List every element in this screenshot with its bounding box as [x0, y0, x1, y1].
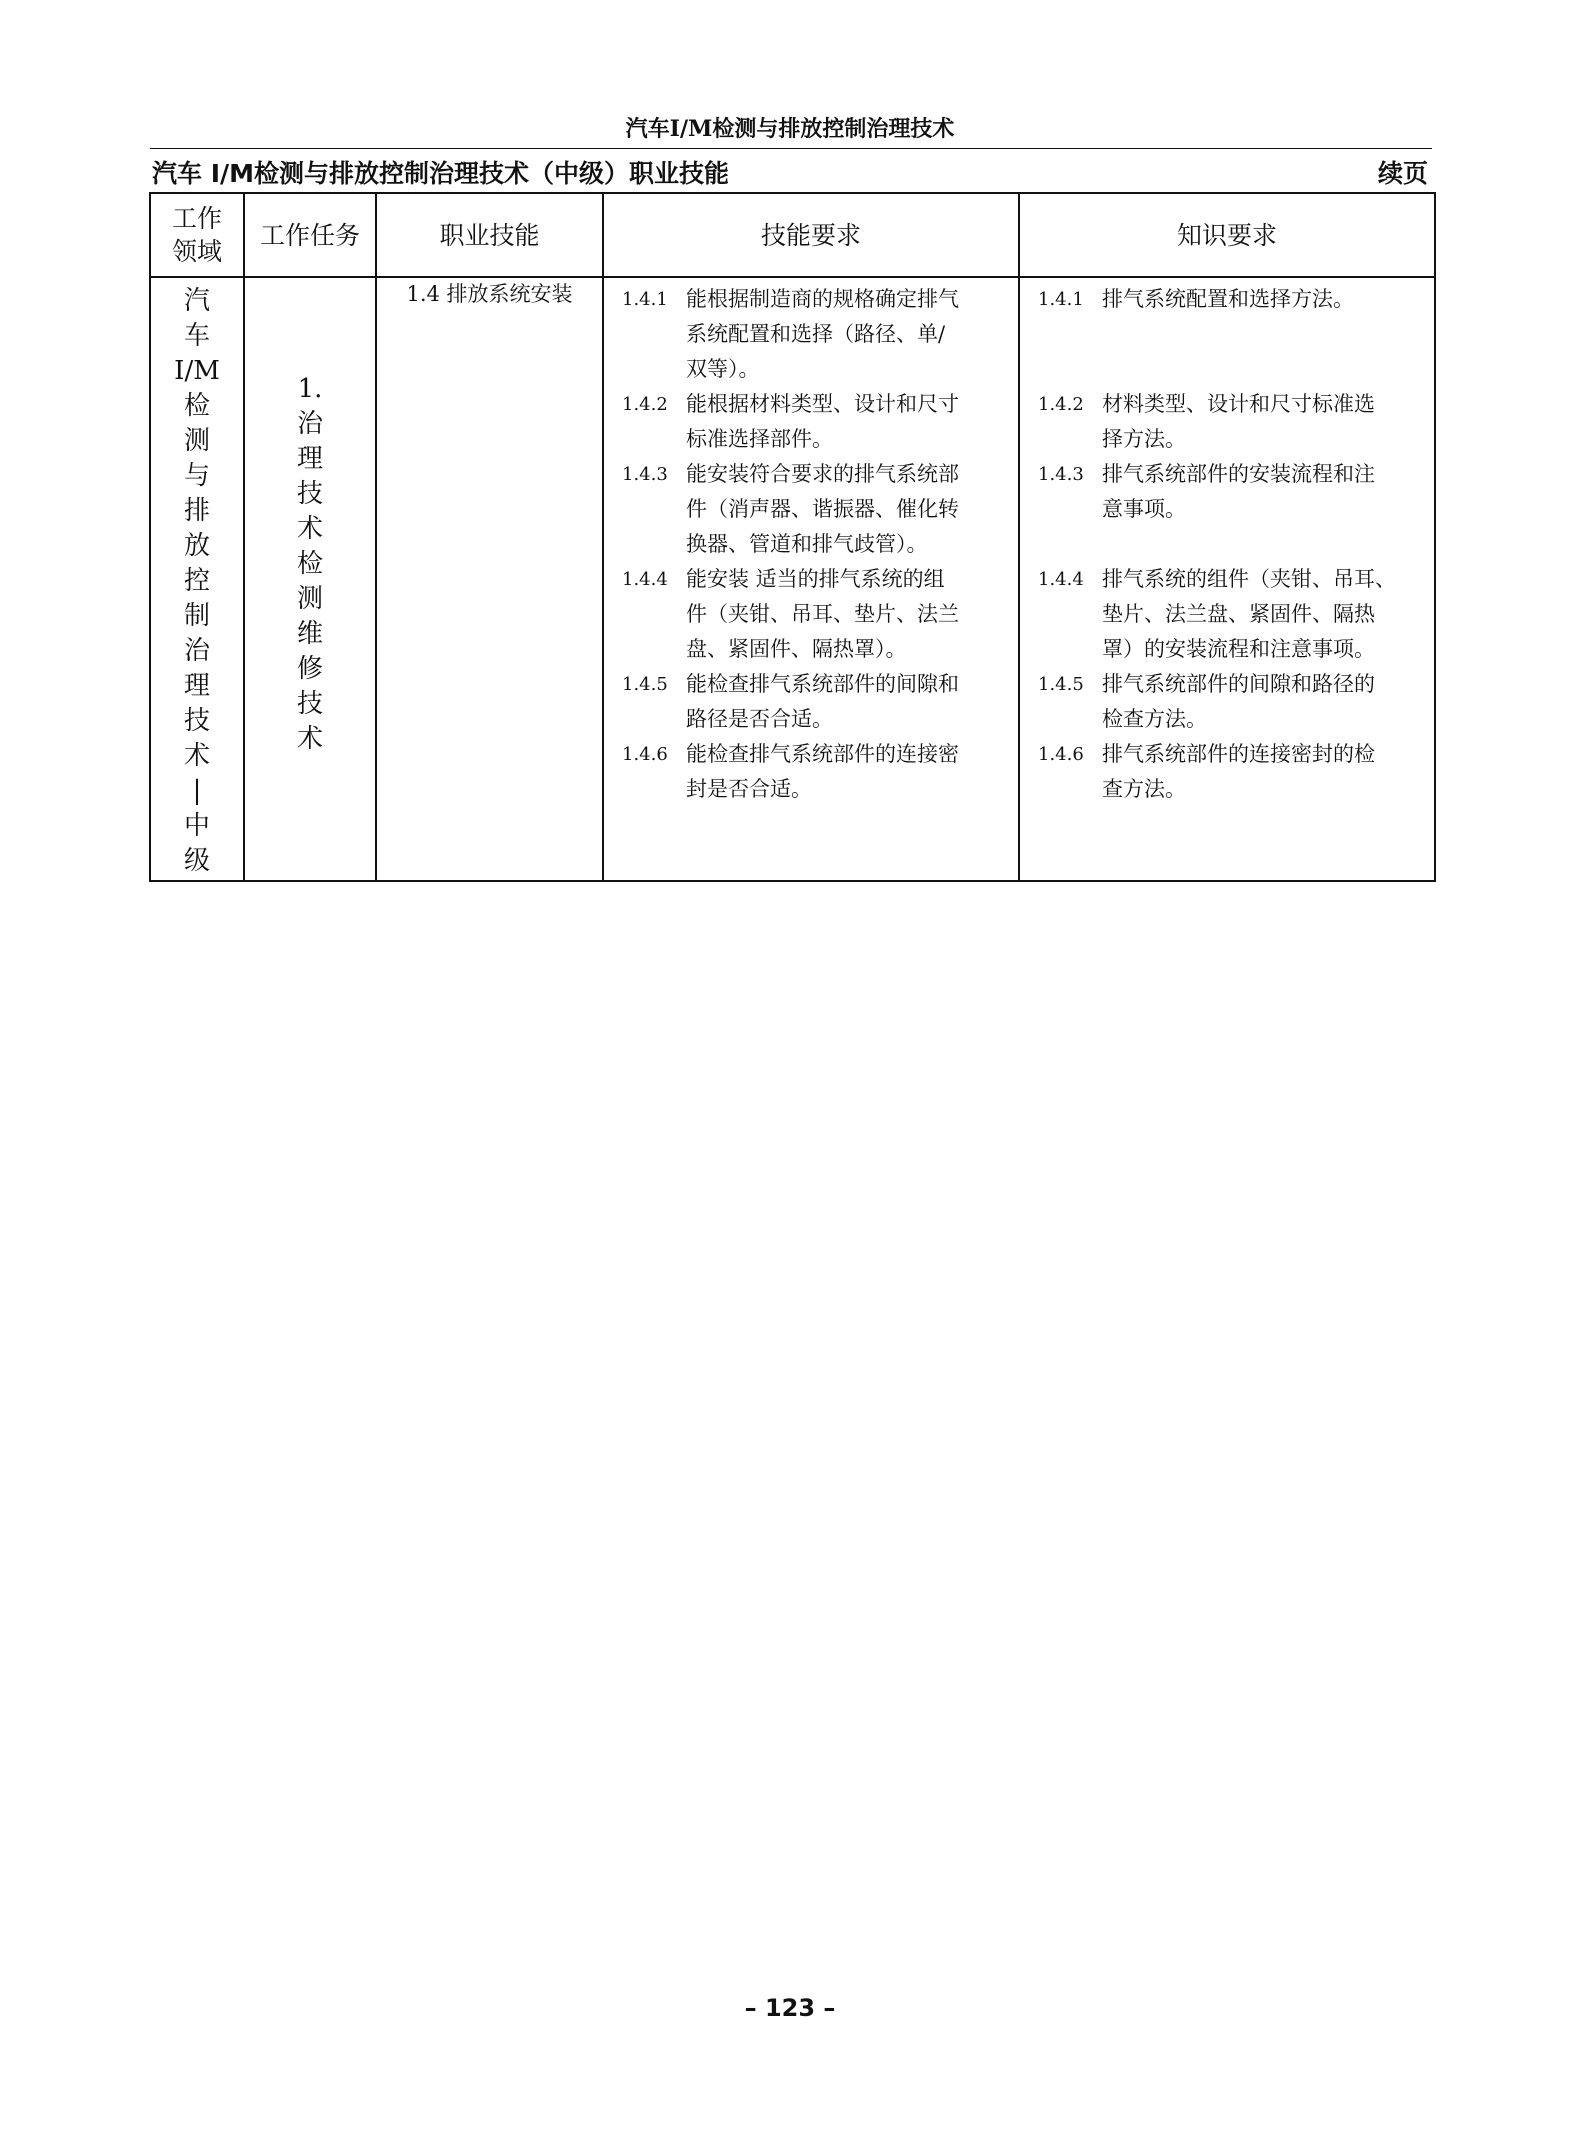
knowledge-requirement-item [1020, 562, 1434, 667]
knowledge-requirement-item-line: 排气系统部件的间隙和路径的 [1102, 672, 1375, 696]
header-skill-requirements: 技能要求 [603, 193, 1019, 277]
continued-label: 续页 [1377, 159, 1428, 188]
skill-requirement-item-line: 双等）。 [686, 357, 760, 381]
skill-requirement-item-line: 能安装符合要求的排气系统部 [686, 462, 959, 486]
task-char: 治 [296, 409, 323, 439]
knowledge-requirement-item-line: 择方法。 [1102, 427, 1186, 451]
knowledge-requirement-item-line [1102, 352, 1420, 387]
knowledge-requirement-item-text [1102, 562, 1434, 667]
task-char: 1. [297, 374, 323, 404]
domain-char: | [192, 776, 202, 806]
task-char: 技 [296, 479, 323, 509]
domain-char: 车 [183, 321, 210, 351]
skill-requirement-item-line: 路径是否合适。 [686, 707, 833, 731]
skill-requirements-list [604, 278, 1018, 807]
table-header-row [150, 193, 1435, 277]
skill-cell: 1.4 排放系统安装 [376, 277, 603, 881]
skill-requirement-item [604, 387, 1018, 457]
running-header: 汽车I/M检测与排放控制治理技术 [625, 116, 955, 142]
header-domain [150, 193, 244, 277]
domain-char: 理 [183, 671, 210, 701]
knowledge-requirement-item-number: 1.4.5 [1038, 674, 1084, 695]
domain-char: 技 [183, 706, 210, 736]
knowledge-requirement-item-line [1102, 527, 1420, 562]
skill-requirement-item-text [686, 737, 1018, 807]
skill-requirement-item-text [686, 667, 1018, 737]
page-number: – 123 – [744, 1994, 836, 2022]
task-char: 维 [296, 619, 323, 649]
skill-requirement-item-line: 系统配置和选择（路径、单/ [686, 322, 946, 346]
knowledge-requirement-item [1020, 387, 1434, 457]
domain-char: 汽 [183, 286, 210, 316]
skill-requirement-item-line: 标准选择部件。 [686, 427, 833, 451]
skill-requirement-item-line: 能根据材料类型、设计和尺寸 [686, 392, 959, 416]
skill-requirement-item-line: 能检查排气系统部件的连接密 [686, 742, 959, 766]
task-cell [244, 277, 376, 881]
skill-requirement-item-line: 封是否合适。 [686, 777, 812, 801]
knowledge-requirement-item [1020, 457, 1434, 562]
task-char: 测 [296, 584, 323, 614]
task-char: 理 [296, 444, 323, 474]
skill-requirement-item-text [686, 282, 1018, 387]
skill-requirement-item-number: 1.4.6 [622, 744, 668, 765]
knowledge-requirement-item-number: 1.4.1 [1038, 289, 1084, 310]
header-domain-line2: 领域 [171, 237, 222, 266]
skill-requirement-item-number: 1.4.1 [622, 289, 668, 310]
task-char: 检 [296, 549, 323, 579]
knowledge-requirement-item-line: 排气系统配置和选择方法。 [1102, 287, 1354, 311]
knowledge-requirement-item-text [1102, 387, 1434, 457]
header-task: 工作任务 [244, 193, 376, 277]
knowledge-requirement-item [1020, 737, 1434, 807]
knowledge-requirement-item-number: 1.4.3 [1038, 464, 1084, 485]
skill-requirement-item-text [686, 457, 1018, 562]
skill-requirement-item-line: 盘、紧固件、隔热罩）。 [686, 637, 907, 661]
knowledge-requirement-item-line: 检查方法。 [1102, 707, 1207, 731]
skill-requirement-item-text [686, 562, 1018, 667]
skill-requirements-cell [603, 277, 1019, 881]
knowledge-requirement-item-text [1102, 737, 1434, 807]
doc-title: 汽车 I/M检测与排放控制治理技术（中级）职业技能 [152, 159, 730, 188]
domain-cell [150, 277, 244, 881]
skill-requirement-item-line: 件（夹钳、吊耳、垫片、法兰 [686, 602, 959, 626]
header-rule [150, 148, 1432, 149]
domain-char: 中 [183, 811, 210, 841]
domain-char: 与 [183, 461, 210, 491]
skill-requirement-item [604, 457, 1018, 562]
header-knowledge-requirements: 知识要求 [1019, 193, 1435, 277]
domain-char: 级 [183, 846, 210, 876]
skill-requirement-item-number: 1.4.5 [622, 674, 668, 695]
task-char: 术 [296, 724, 323, 754]
knowledge-requirements-list [1020, 278, 1434, 807]
knowledge-requirement-item-text [1102, 457, 1434, 562]
knowledge-requirement-item-line: 排气系统部件的安装流程和注 [1102, 462, 1375, 486]
knowledge-requirement-item-number: 1.4.6 [1038, 744, 1084, 765]
knowledge-requirement-item-number: 1.4.4 [1038, 569, 1084, 590]
header-skill: 职业技能 [376, 193, 603, 277]
doc-title-bar [150, 154, 1432, 190]
knowledge-requirement-item-text [1102, 667, 1434, 737]
domain-char: 制 [183, 601, 210, 631]
task-char: 修 [296, 654, 323, 684]
skill-requirement-item-line: 能安装 适当的排气系统的组 [686, 567, 945, 591]
skill-requirement-item-line: 件（消声器、谐振器、催化转 [686, 497, 959, 521]
skill-requirement-item [604, 737, 1018, 807]
domain-char: 检 [183, 391, 210, 421]
domain-char: 测 [183, 426, 210, 456]
domain-char: 控 [183, 566, 210, 596]
skill-requirement-item [604, 667, 1018, 737]
knowledge-requirements-cell [1019, 277, 1435, 881]
domain-vertical-text [151, 278, 243, 879]
knowledge-requirement-item-line: 材料类型、设计和尺寸标准选 [1102, 392, 1375, 416]
skill-requirement-item [604, 562, 1018, 667]
skill-requirement-item-line: 能根据制造商的规格确定排气 [686, 287, 959, 311]
knowledge-requirement-item [1020, 667, 1434, 737]
knowledge-requirement-item-line: 意事项。 [1102, 497, 1186, 521]
domain-char: 术 [183, 741, 210, 771]
knowledge-requirement-item-number: 1.4.2 [1038, 394, 1084, 415]
domain-char: I/M [174, 356, 220, 386]
skill-requirement-item [604, 282, 1018, 387]
knowledge-requirement-item-line [1102, 317, 1420, 352]
knowledge-requirement-item-line: 垫片、法兰盘、紧固件、隔热 [1102, 602, 1375, 626]
knowledge-requirement-item-line: 排气系统部件的连接密封的检 [1102, 742, 1375, 766]
task-char: 术 [296, 514, 323, 544]
table-row [150, 277, 1435, 881]
domain-char: 放 [183, 531, 210, 561]
skill-requirement-item-text [686, 387, 1018, 457]
header-domain-line1: 工作 [171, 204, 222, 233]
knowledge-requirement-item-line: 查方法。 [1102, 777, 1186, 801]
knowledge-requirement-item-line: 排气系统的组件（夹钳、吊耳、 [1102, 567, 1396, 591]
domain-char: 治 [183, 636, 210, 666]
skill-requirement-item-number: 1.4.4 [622, 569, 668, 590]
skill-requirement-item-number: 1.4.3 [622, 464, 668, 485]
knowledge-requirement-item [1020, 282, 1434, 387]
skill-requirement-item-number: 1.4.2 [622, 394, 668, 415]
task-vertical-text [245, 278, 375, 757]
skills-table [149, 192, 1436, 882]
skill-requirement-item-line: 换器、管道和排气歧管）。 [686, 532, 928, 556]
domain-char: 排 [183, 496, 210, 526]
task-char: 技 [296, 689, 323, 719]
skill-requirement-item-line: 能检查排气系统部件的间隙和 [686, 672, 959, 696]
knowledge-requirement-item-line: 罩）的安装流程和注意事项。 [1102, 637, 1375, 661]
knowledge-requirement-item-text [1102, 282, 1434, 387]
